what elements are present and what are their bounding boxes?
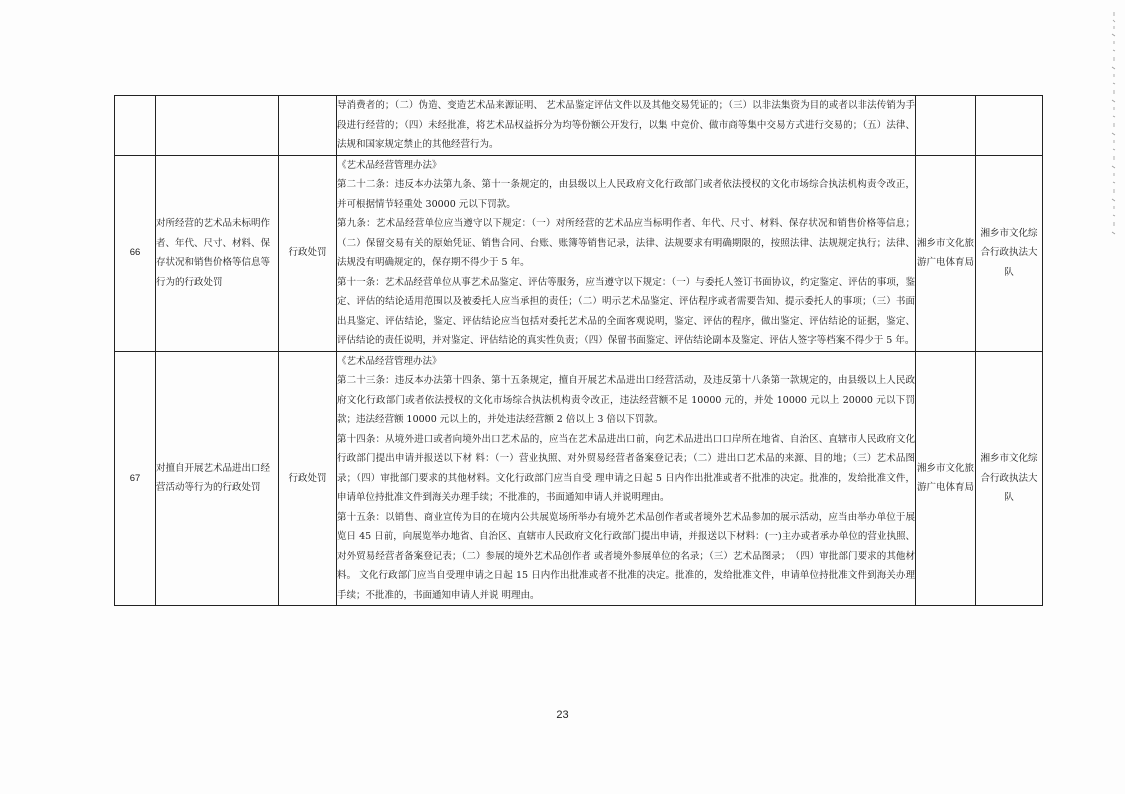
- basis-paragraph: 第九条：艺术品经营单位应当遵守以下规定：（一）对所经营的艺术品应当标明作者、年代、尺寸、材料、保存状况和销售价格等信息；（二）保留交易有关的原始凭证、销售合同、台账、账簿等销售记录，法律、法规要求有明确期限的，按照法律、法规规定执行；法律、法规没有明确规定的，保存期不得少于 5 年。: [337, 218, 915, 268]
- responsible-department: [916, 96, 976, 156]
- item-type: [279, 96, 337, 156]
- basis-paragraph: 第二十三条：违反本办法第十四条、第十五条规定，擅自开展艺术品进出口经营活动，及违反第十八条第一款规定的，由县级以上人民政府文化行政部门或者依法授权的文化市场综合执法机构责令改正，违法经营额不足 10000 元的，并处 10000 元以上 20000 元以下罚款；违法经营额 10000 元以上的，并处违法经营额 2 倍以上 3 倍以下罚款。: [337, 375, 915, 425]
- penalty-items-table: [114, 95, 1043, 606]
- table-row: [115, 155, 1043, 351]
- basis-paragraph: 导消费者的；（二）伪造、变造艺术品来源证明、 艺术品鉴定评估文件以及其他交易凭证的；（三）以非法集资为目的或者以非法传销为手段进行经营的；（四）未经批准，将艺术品权益拆分为均等份额公开发行，以集 中竞价、做市商等集中交易方式进行交易的；（五）法律、法规和国家规定禁止的其他经营行为。: [337, 100, 915, 150]
- table-row: [115, 351, 1043, 606]
- binding-edge-mark: [1107, 10, 1121, 240]
- basis-paragraph: 第十四条：从境外进口或者向境外出口艺术品的，应当在艺术品进出口前，向艺术品进出口口岸所在地省、自治区、直辖市人民政府文化行政部门提出申请并报送以下材 料：（一）营业执照、对外贸易经营者备案登记表；（二）进出口艺术品的来源、目的地；（三）艺术品图录；（四）审批部门要求的其他材料。文化行政部门应当自受 理申请之日起 5 日内作出批准或者不批准的决定。批准的，发给批准文件，申请单位持批准文件到海关办理手续；不批准的，书面通知申请人并说明理由。: [337, 433, 915, 503]
- item-name: [156, 96, 279, 156]
- legal-basis: [337, 351, 916, 606]
- item-number: [115, 96, 156, 156]
- responsible-department: 湘乡市文化旅游广电体育局: [916, 351, 976, 606]
- responsible-department: 湘乡市文化旅游广电体育局: [916, 155, 976, 351]
- enforcement-body: 湘乡市文化综合行政执法大队: [976, 155, 1043, 351]
- item-type: 行政处罚: [279, 351, 337, 606]
- legal-basis: [337, 155, 916, 351]
- basis-paragraph: 第十一条：艺术品经营单位从事艺术品鉴定、评估等服务，应当遵守以下规定：（一）与委托人签订书面协议，约定鉴定、评估的事项，鉴定、评估的结论适用范围以及被委托人应当承担的责任；（二）明示艺术品鉴定、评估程序或者需要告知、提示委托人的事项；（三）书面出具鉴定、评估结论，鉴定、评估结论应当包括对委托艺术品的全面客观说明，鉴定、评估的程序，做出鉴定、评估结论的证据，鉴定、评估结论的责任说明，并对鉴定、评估结论的真实性负责；（四）保留书面鉴定、评估结论副本及鉴定、评估人签字等档案不得少于 5 年。: [337, 276, 915, 346]
- item-type: 行政处罚: [279, 155, 337, 351]
- page-number: 23: [556, 709, 569, 721]
- item-name: 对所经营的艺术品未标明作者、年代、尺寸、材料、保存状况和销售价格等信息等行为的行政处罚: [156, 155, 279, 351]
- enforcement-body: [976, 96, 1043, 156]
- basis-paragraph: 第十五条：以销售、商业宣传为目的在境内公共展览场所举办有境外艺术品创作者或者境外艺术品参加的展示活动，应当由举办单位于展览日 45 日前，向展览举办地省、自治区、直辖市人民政府文化行政部门提出申请，并报送以下材料：(一)主办或者承办单位的营业执照、对外贸易经营者备案登记表；（二）参展的境外艺术品创作者 或者境外参展单位的名录；（三）艺术品图录； （四）审批部门要求的其他材料。 文化行政部门应当自受理申请之日起 15 日内作出批准或者不批准的决定。批准的，发给批准文件，申请单位持批准文件到海关办理手续；不批准的，书面通知申请人并说 明理由。: [337, 511, 915, 601]
- enforcement-body: 湘乡市文化综合行政执法大队: [976, 351, 1043, 606]
- table-row: [115, 96, 1043, 156]
- item-name: 对擅自开展艺术品进出口经营活动等行为的行政处罚: [156, 351, 279, 606]
- basis-heading: 《艺术品经营管理办法》: [337, 355, 442, 367]
- item-number: 67: [115, 351, 156, 606]
- legal-basis: [337, 96, 916, 156]
- basis-paragraph: 第二十二条：违反本办法第九条、第十一条规定的，由县级以上人民政府文化行政部门或者依法授权的文化市场综合执法机构责令改正，并可根据情节轻重处 30000 元以下罚款。: [337, 179, 915, 210]
- basis-heading: 《艺术品经营管理办法》: [337, 159, 442, 171]
- item-number: 66: [115, 155, 156, 351]
